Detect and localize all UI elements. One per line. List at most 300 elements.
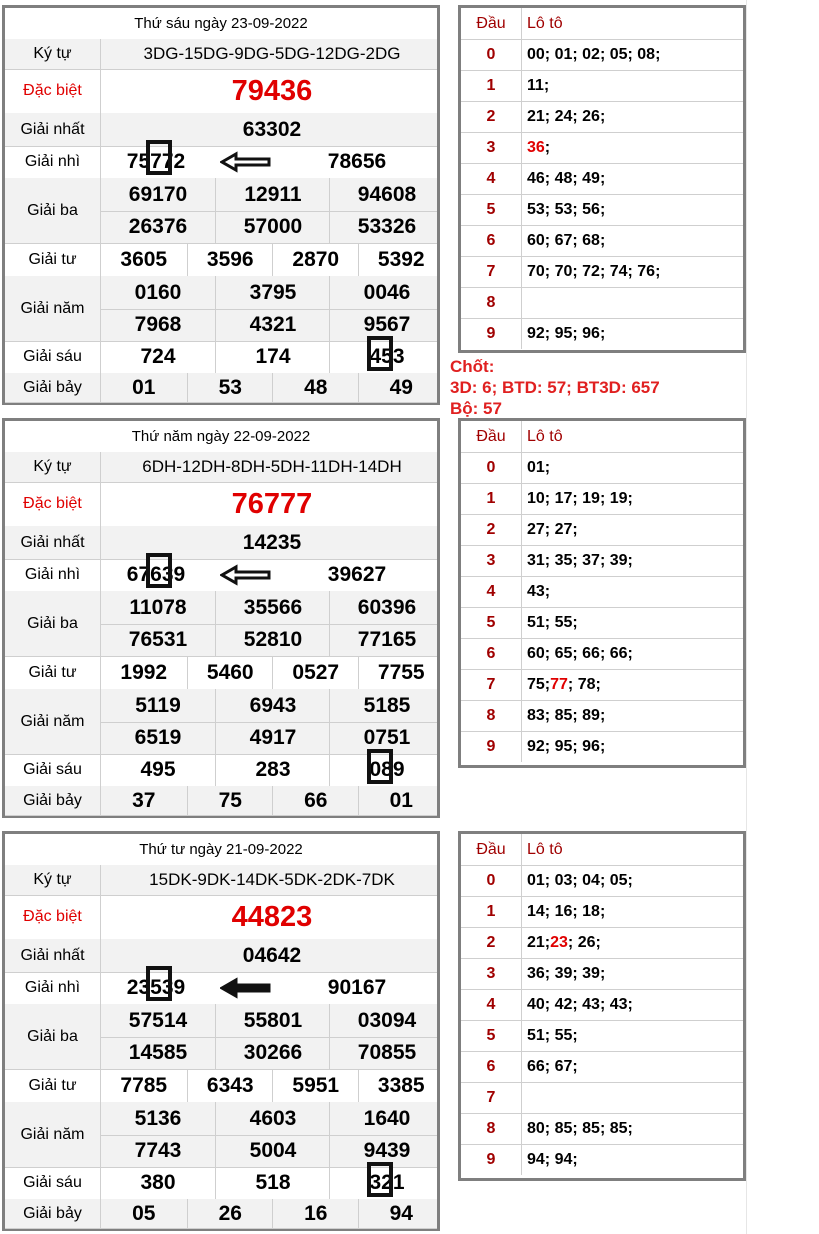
row-dac-biet [5,69,437,114]
loto-value-text: 70; 70; 72; 74; 76; [527,262,661,280]
value-line [101,591,437,625]
loto-highlight: 36 [527,138,545,156]
loto-values [527,132,550,163]
prize-values [101,276,437,341]
loto-row [461,545,743,577]
value-line [101,276,437,310]
chot-note [450,356,810,419]
prize-number: 7968 [134,313,182,336]
prize-values [101,482,437,526]
loto-row [461,865,743,897]
symbol-code: 3DG-15DG-9DG-5DG-12DG-2DG [143,44,401,63]
second-prize-number: 90167 [327,976,387,999]
loto-table-2 [458,418,746,768]
loto-values [527,1051,578,1082]
loto-head-digit: 4 [461,989,522,1020]
prize-number: 53326 [329,211,444,243]
highlight-box [146,553,172,588]
loto-value-text: 21; [527,933,551,951]
result-block-2 [2,418,440,818]
loto-row [461,514,743,546]
prize-number: 1640 [329,1102,444,1135]
loto-values [527,225,605,256]
loto-header-label: Lô tô [527,427,563,445]
prize-number: 35566 [215,591,330,624]
prize-label: Giải ba [5,1004,101,1069]
prize-label: Giải tư [5,1069,101,1102]
loto-values [527,638,633,669]
value-line [101,211,437,243]
loto-values [527,163,605,194]
prize-values [101,895,437,939]
prize-number: 66 [272,786,359,815]
loto-row [461,194,743,226]
loto-row [461,101,743,133]
prize-label: Ký tự [5,452,101,482]
loto-values [527,958,605,989]
prize-number: 3795 [215,276,330,309]
first-prize-number: 63302 [242,117,302,141]
loto-row [461,927,743,959]
row-giai-bay [5,373,437,403]
loto-values [527,483,633,514]
prize-number: 7755 [358,656,445,689]
prize-label: Đặc biệt [5,895,101,939]
prize-number: 57514 [128,1008,188,1032]
prize-values [101,452,437,482]
value-line [101,1102,437,1136]
row-giai-ba [5,1004,437,1070]
prize-number: 4917 [215,722,330,754]
loto-row [461,1144,743,1175]
loto-value-text: 36; 39; 39; [527,964,606,982]
loto-value-text: ; 26; [567,933,601,951]
prize-number: 76531 [128,628,188,651]
prize-number: 5951 [272,1069,359,1102]
value-line [101,689,437,723]
prize-number: 5004 [215,1135,330,1167]
loto-head-digit: 9 [461,318,522,349]
prize-number: 380 [140,1171,176,1194]
loto-head-digit: 9 [461,731,522,762]
loto-value-text: 60; 67; 68; [527,231,606,249]
prize-number: 6343 [187,1069,274,1102]
loto-head-digit: 8 [461,287,522,318]
loto-row [461,1020,743,1052]
draw-date: Thứ tư ngày 21-09-2022 [5,834,437,866]
loto-value-text: 60; 65; 66; 66; [527,644,633,662]
value-line [101,786,437,815]
loto-head-digit: 6 [461,638,522,669]
loto-highlight: 77 [550,675,568,693]
loto-head-digit: 5 [461,607,522,638]
prize-label: Giải ba [5,178,101,243]
prize-number: 37 [132,788,156,812]
prize-values [101,656,437,689]
loto-values [527,514,578,545]
prize-number: 6943 [215,689,330,722]
loto-value-text: ; [544,138,551,156]
loto-value-text: 31; 35; 37; 39; [527,551,633,569]
prize-number: 11078 [129,595,187,619]
prize-number: 3596 [187,243,274,276]
loto-head-digit: 5 [461,1020,522,1051]
second-prize-number: 75772 [126,150,186,173]
loto-value-text: 01; 03; 04; 05; [527,871,633,889]
prize-label: Giải nhì [5,559,101,591]
second-prize-number: 39627 [327,563,387,586]
loto-value-text: 11; [527,76,550,94]
loto-value-text: 51; 55; [527,613,578,631]
prize-label: Giải năm [5,689,101,754]
first-prize-number: 14235 [242,530,302,554]
loto-row [461,225,743,257]
prize-number: 5136 [134,1106,182,1130]
symbol-code: 6DH-12DH-8DH-5DH-11DH-14DH [142,457,402,476]
prize-number: 4603 [215,1102,330,1135]
prize-number: 12911 [215,178,330,211]
result-block-3 [2,831,440,1231]
prize-number: 26376 [128,215,188,238]
loto-head-digit: 1 [461,70,522,101]
row-dac-biet [5,482,437,527]
prize-number: 9567 [329,309,444,341]
prize-number: 55801 [215,1004,330,1037]
draw-date: Thứ năm ngày 22-09-2022 [5,421,437,453]
prize-values [101,689,437,754]
loto-head-digit: 3 [461,132,522,163]
loto-head-digit: 4 [461,576,522,607]
special-prize-number: 76777 [231,487,313,520]
prize-number: 7785 [120,1073,168,1097]
left-arrow-icon [220,151,272,173]
loto-head-digit: 4 [461,163,522,194]
prize-number: 3385 [358,1069,445,1102]
loto-head-digit: 5 [461,194,522,225]
loto-row [461,1113,743,1145]
loto-head-digit: 7 [461,1082,522,1113]
left-arrow-icon [220,564,272,586]
prize-number: 01 [132,375,156,399]
loto-table-3 [458,831,746,1181]
prize-number: 0751 [329,722,444,754]
loto-row [461,483,743,515]
loto-head-digit: 8 [461,700,522,731]
prize-number: 2870 [272,243,359,276]
loto-values [527,452,550,483]
loto-row [461,452,743,484]
loto-values [527,101,605,132]
prize-number: 5460 [187,656,274,689]
loto-head-digit: 1 [461,896,522,927]
loto-head-digit: 3 [461,958,522,989]
value-line [101,656,437,689]
left-arrow-icon [220,977,272,999]
loto-head-digit: 0 [461,865,522,896]
loto-head-digit: 2 [461,927,522,958]
page-divider [746,0,747,1234]
loto-value-text: 94; 94; [527,1150,578,1168]
prize-label: Giải nhất [5,939,101,972]
dau-header: Đầu [461,834,522,865]
highlight-box [367,749,393,784]
first-prize-number: 04642 [242,943,302,967]
loto-values [527,194,605,225]
row-giai-ba [5,591,437,657]
prize-number: 724 [140,345,176,368]
value-line [101,243,437,276]
prize-label: Giải sáu [5,754,101,786]
loto-row [461,163,743,195]
prize-label: Đặc biệt [5,69,101,113]
prize-values [101,69,437,113]
prize-number: 321 [329,1167,444,1199]
prize-label: Giải bảy [5,786,101,815]
loto-row [461,70,743,102]
loto-row [461,132,743,164]
loto-head-digit: 9 [461,1144,522,1175]
prize-number: 089 [329,754,444,786]
prize-number: 495 [140,758,176,781]
loto-value-text: 01; [527,458,551,476]
loto-head-digit: 6 [461,225,522,256]
loto-row [461,576,743,608]
prize-number: 5119 [135,693,181,717]
loto-values [527,865,633,896]
loto-value-text: 53; 53; 56; [527,200,606,218]
prize-label: Giải nhất [5,526,101,559]
loto-values [527,39,660,70]
prize-number: 05 [132,1201,156,1225]
prize-values [101,178,437,243]
prize-label: Ký tự [5,865,101,895]
loto-row [461,607,743,639]
result-block-1 [2,5,440,405]
loto-value-text: 10; 17; 19; 19; [527,489,633,507]
prize-values [101,865,437,895]
loto-header-label: Lô tô [527,840,563,858]
prize-number: 16 [272,1199,359,1228]
prize-values [101,1004,437,1069]
prize-number: 0046 [329,276,444,309]
row-giai-bay [5,786,437,816]
loto-value-text: 46; 48; 49; [527,169,606,187]
loto-row [461,1082,743,1114]
value-line [101,1037,437,1069]
chot-line-1: 3D: 6; BTD: 57; BT3D: 657 [450,378,660,397]
loto-values [527,70,549,101]
prize-number: 77165 [329,624,444,656]
highlight-box [367,336,393,371]
loto-head-digit: 6 [461,1051,522,1082]
loto-value-text: 40; 42; 43; 43; [527,995,633,1013]
loto-row [461,669,743,701]
value-line [101,1069,437,1102]
loto-values [527,1020,578,1051]
row-giai-nam [5,276,437,342]
prize-values [101,39,437,69]
prize-number: 57000 [215,211,330,243]
prize-number: 75 [187,786,274,815]
loto-head-digit: 2 [461,101,522,132]
prize-number: 53 [187,373,274,402]
row-ky-tu [5,39,437,70]
loto-row [461,638,743,670]
prize-number: 60396 [329,591,444,624]
loto-head-digit: 1 [461,483,522,514]
prize-values [101,1199,437,1228]
loto-values [527,700,605,731]
loto-row [461,39,743,71]
loto-value-text: 92; 95; 96; [527,737,606,755]
loto-values [527,896,605,927]
special-prize-number: 44823 [231,900,313,933]
prize-number: 03094 [329,1004,444,1037]
loto-values [527,731,605,762]
prize-label: Giải nhất [5,113,101,146]
loto-head-digit: 3 [461,545,522,576]
loto-row [461,896,743,928]
prize-values [101,786,437,815]
loto-values [527,669,601,700]
prize-number: 30266 [215,1037,330,1069]
row-giai-tu [5,656,437,690]
prize-label: Giải nhì [5,146,101,178]
chot-title: Chốt: [450,357,495,376]
prize-number: 518 [215,1167,330,1199]
chot-line-2: Bộ: 57 [450,399,502,418]
prize-number: 94608 [329,178,444,211]
prize-number: 6519 [134,726,182,749]
prize-number: 70855 [329,1037,444,1069]
loto-value-text: 21; 24; 26; [527,107,606,125]
prize-number: 14585 [128,1041,188,1064]
row-giai-tu [5,1069,437,1103]
loto-head-digit: 7 [461,256,522,287]
loto-values [527,927,601,958]
loto-values [527,607,578,638]
prize-number: 52810 [215,624,330,656]
loto-header-label: Lô tô [527,14,563,32]
row-dac-biet [5,895,437,940]
loto-value-text: 80; 85; 85; 85; [527,1119,633,1137]
row-giai-ba [5,178,437,244]
loto-value-text: 14; 16; 18; [527,902,606,920]
second-prize-number: 67639 [126,563,186,586]
value-line [101,1004,437,1038]
loto-value-text: 92; 95; 96; [527,324,606,342]
loto-header [461,8,743,40]
dau-header: Đầu [461,8,522,39]
row-giai-nam [5,1102,437,1168]
prize-label: Giải năm [5,276,101,341]
prize-label: Giải tư [5,243,101,276]
loto-values [527,545,633,576]
prize-label: Giải năm [5,1102,101,1167]
prize-number: 48 [272,373,359,402]
value-line [101,373,437,402]
prize-number: 0160 [134,280,182,304]
prize-number: 1992 [120,660,168,684]
loto-row [461,1051,743,1083]
highlight-box [146,966,172,1001]
loto-row [461,958,743,990]
row-giai-tu [5,243,437,277]
loto-value-text: 75; [527,675,551,693]
prize-label: Giải sáu [5,1167,101,1199]
prize-label: Giải sáu [5,341,101,373]
loto-value-text: 66; 67; [527,1057,578,1075]
prize-number: 5185 [329,689,444,722]
loto-values [527,1144,578,1175]
loto-head-digit: 0 [461,39,522,70]
loto-values [527,989,633,1020]
loto-highlight: 23 [550,933,568,951]
prize-label: Ký tự [5,39,101,69]
prize-label: Đặc biệt [5,482,101,526]
prize-number: 69170 [128,182,188,206]
loto-value-text: 83; 85; 89; [527,706,606,724]
prize-number: 283 [215,754,330,786]
draw-date: Thứ sáu ngày 23-09-2022 [5,8,437,40]
row-giai-nhat [5,113,437,147]
prize-label: Giải tư [5,656,101,689]
loto-head-digit: 7 [461,669,522,700]
row-giai-nam [5,689,437,755]
loto-values [527,1113,633,1144]
prize-values [101,591,437,656]
prize-number: 49 [358,373,445,402]
symbol-code: 15DK-9DK-14DK-5DK-2DK-7DK [149,870,395,889]
prize-label: Giải bảy [5,1199,101,1228]
loto-row [461,700,743,732]
prize-number: 01 [358,786,445,815]
row-ky-tu [5,452,437,483]
dau-header: Đầu [461,421,522,452]
row-giai-bay [5,1199,437,1229]
prize-values [101,373,437,402]
prize-values [101,1102,437,1167]
loto-values [527,576,550,607]
loto-header [461,834,743,866]
prize-values [101,1069,437,1102]
row-giai-nhat [5,526,437,560]
value-line [101,178,437,212]
loto-value-text: ; 78; [567,675,601,693]
loto-values [527,256,660,287]
value-line [101,1199,437,1228]
highlight-box [146,140,172,175]
loto-value-text: 27; 27; [527,520,578,538]
prize-number: 3605 [120,247,168,271]
loto-row [461,318,743,349]
loto-header [461,421,743,453]
loto-table-1 [458,5,746,353]
second-prize-number: 23539 [126,976,186,999]
special-prize-number: 79436 [231,74,313,107]
loto-row [461,256,743,288]
prize-number: 94 [358,1199,445,1228]
loto-head-digit: 0 [461,452,522,483]
loto-row [461,989,743,1021]
loto-head-digit: 8 [461,1113,522,1144]
highlight-box [367,1162,393,1197]
row-ky-tu [5,865,437,896]
prize-number: 174 [215,341,330,373]
prize-number: 0527 [272,656,359,689]
loto-head-digit: 2 [461,514,522,545]
loto-value-text: 51; 55; [527,1026,578,1044]
